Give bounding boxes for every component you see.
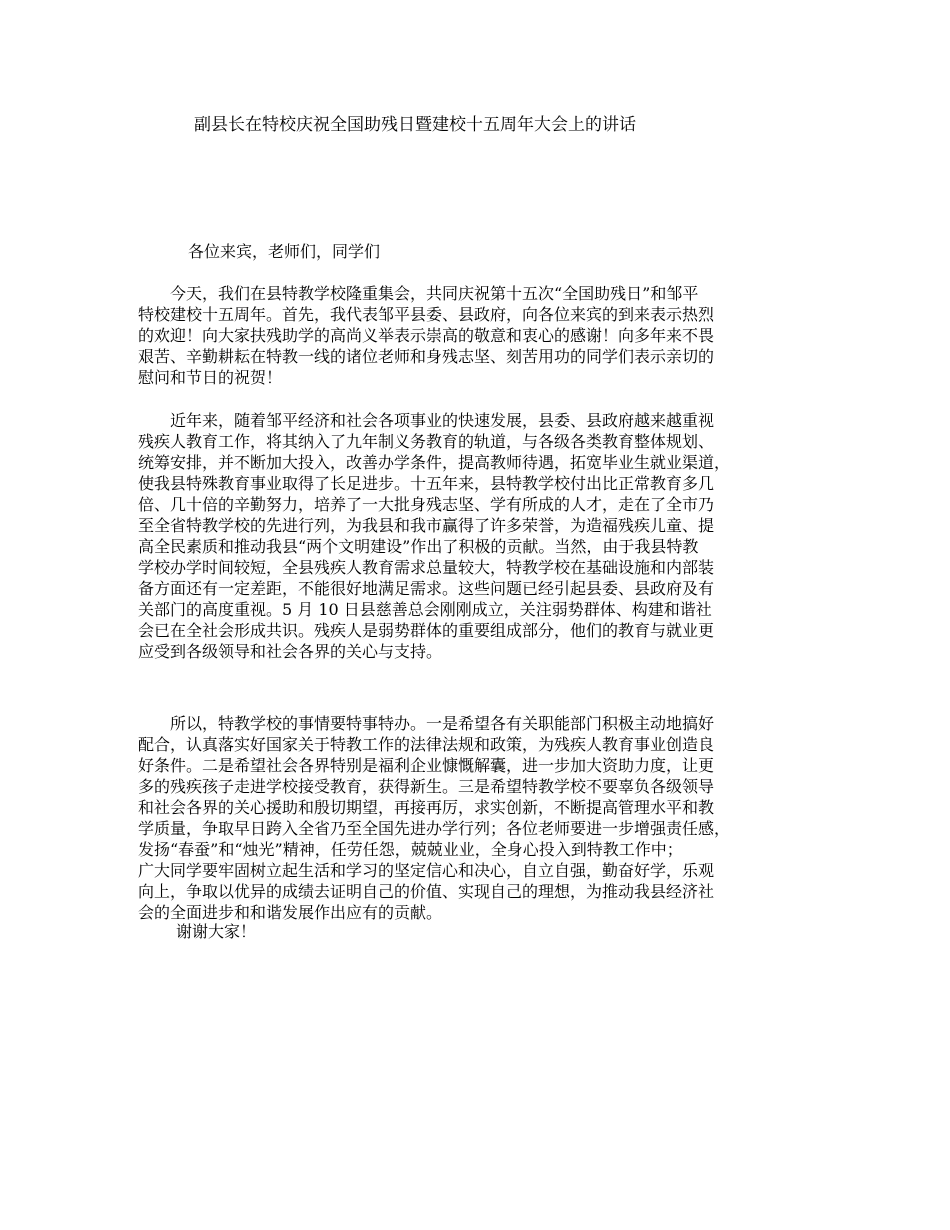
paragraph-line: 发扬“春蚕”和“烛光”精神，任劳任怨，兢兢业业，全身心投入到特教工作中；	[138, 840, 683, 859]
paragraph-line: 和社会各界的关心援助和殷切期望，再接再厉，求实创新，不断提高管理水平和教	[138, 798, 715, 817]
document-title: 副县长在特校庆祝全国助残日暨建校十五周年大会上的讲话	[194, 115, 636, 135]
salutation: 各位来宾，老师们，同学们	[188, 242, 381, 261]
paragraph-2	[138, 410, 818, 662]
paragraph-line: 广大同学要牢固树立起生活和学习的坚定信心和决心，自立自强，勤奋好学，乐观	[138, 861, 715, 880]
paragraph-line: 近年来，随着邹平经济和社会各项事业的快速发展，县委、县政府越来越重视	[138, 411, 715, 430]
paragraph-line: 至全省特教学校的先进行列，为我县和我市赢得了许多荣誉，为造福残疾儿童、提	[138, 516, 715, 535]
paragraph-line: 倍、几十倍的辛勤努力，培养了一大批身残志坚、学有所成的人才，走在了全市乃	[138, 495, 715, 514]
paragraph-line: 好条件。二是希望社会各界特别是福利企业慷慨解囊，进一步加大资助力度，让更	[138, 756, 715, 775]
paragraph-1	[138, 283, 818, 388]
paragraph-line: 残疾人教育工作，将其纳入了九年制义务教育的轨道，与各级各类教育整体规划、	[138, 432, 715, 451]
closing-thanks: 谢谢大家！	[176, 922, 257, 941]
paragraph-line: 所以，特教学校的事情要特事特办。一是希望各有关职能部门积极主动地搞好	[138, 714, 715, 733]
paragraph-line: 关部门的高度重视。5 月 10 日县慈善总会刚刚成立，关注弱势群体、构建和谐社	[138, 600, 712, 619]
paragraph-line: 多的残疾孩子走进学校接受教育，获得新生。三是希望特教学校不要辜负各级领导	[138, 777, 715, 796]
paragraph-line: 高全民素质和推动我县“两个文明建设”作出了积极的贡献。当然，由于我县特教	[138, 537, 699, 556]
paragraph-line: 艰苦、辛勤耕耘在特教一线的诸位老师和身残志坚、刻苦用功的同学们表示亲切的	[138, 347, 715, 366]
paragraph-line: 学质量，争取早日跨入全省乃至全国先进办学行列；各位老师要进一步增强责任感，	[138, 819, 731, 838]
paragraph-line: 今天，我们在县特教学校隆重集会，共同庆祝第十五次“全国助残日”和邹平	[138, 284, 699, 303]
paragraph-line: 会已在全社会形成共识。残疾人是弱势群体的重要组成部分，他们的教育与就业更	[138, 621, 715, 640]
paragraph-line: 的欢迎！向大家扶残助学的高尚义举表示崇高的敬意和衷心的感谢！向多年来不畏	[138, 326, 715, 345]
paragraph-line: 慰问和节日的祝贺！	[138, 368, 283, 387]
paragraph-3	[138, 713, 818, 923]
paragraph-line: 特校建校十五周年。首先，我代表邹平县委、县政府，向各位来宾的到来表示热烈	[138, 305, 715, 324]
paragraph-line: 向上，争取以优异的成绩去证明自己的价值、实现自己的理想，为推动我县经济社	[138, 882, 715, 901]
paragraph-line: 统筹安排，并不断加大投入，改善办学条件，提高教师待遇，拓宽毕业生就业渠道，	[138, 453, 731, 472]
paragraph-line: 使我县特殊教育事业取得了长足进步。十五年来，县特教学校付出比正常教育多几	[138, 474, 715, 493]
paragraph-line: 备方面还有一定差距，不能很好地满足需求。这些问题已经引起县委、县政府及有	[138, 579, 715, 598]
paragraph-line: 配合，认真落实好国家关于特教工作的法律法规和政策，为残疾人教育事业创造良	[138, 735, 715, 754]
paragraph-line: 应受到各级领导和社会各界的关心与支持。	[138, 642, 443, 661]
paragraph-line: 会的全面进步和和谐发展作出应有的贡献。	[138, 903, 443, 922]
paragraph-line: 学校办学时间较短，全县残疾人教育需求总量较大，特教学校在基础设施和内部装	[138, 558, 715, 577]
